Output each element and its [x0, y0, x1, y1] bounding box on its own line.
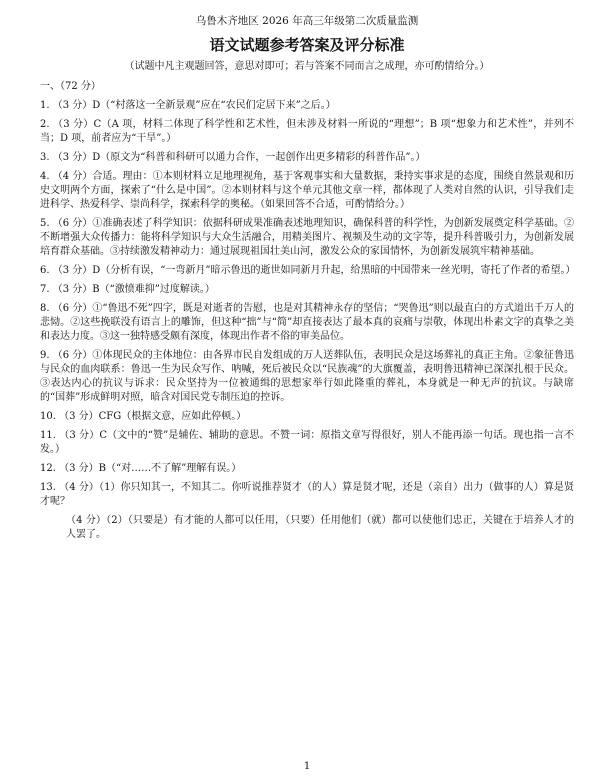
- answer-item: 5. （6 分）①准确表述了科学知识：依据科研成果准确表述地理知识，确保科普的科学性，为创新发展奠定科学基础。②不断增强大众传播力：能将科学知识与大众生活融合，用精美图片、视频及生动的文字等，提升科普吸引力，为创新发展培育群众基础。③持续激发精神动力：通过展现祖国壮美山河，激发公众的家国情怀，为创新发展筑牢精神基础。: [40, 218, 574, 257]
- answer-item: 11. （3 分）C（文中的“赞”是辅佐、辅助的意思。不赞一词：原指文章写得很好，别人不能再添一句话。现也指一言不发。）: [40, 430, 574, 455]
- answer-item: 3. （3 分）D（原文为“科普和科研可以通力合作，一起创作出更多精彩的科普作品”。）: [40, 152, 426, 163]
- answer-item: （4 分）（2）（只要是）有才能的人都可以任用，（只要）任用他们（就）都可以使他们忠正，关键在于培养人才的人罢了。: [66, 515, 574, 540]
- answer-item: 9. （6 分）①体现民众的主体地位：由各界市民自发组成的万人送葬队伍，表明民众是这场葬礼的真正主角。②象征鲁迅与民众的血肉联系：鲁迅一生为民众写作、呐喊，死后被民众以“民族魂”的大旗覆盖，表明鲁迅精神已深深扎根于民众。③表达内心的抗议与诉求：民众坚持为一位被通缉的思想家举行如此隆重的葬礼，本身就是一种无声的抗议。与缺席的“国葬”形成鲜明对照，暗含对国民党专制压迫的控诉。: [40, 350, 574, 403]
- answer-item: 13. （4 分）（1）你只知其一，不知其二。你听说推荐贤才（的人）算是贤才呢，还是（亲自）出力（做事的人）算是贤才呢？: [40, 482, 574, 507]
- page-number: 1: [303, 761, 311, 772]
- answer-item: 1. （3 分）D（“村落这一全新景观”应在“农民们定居下来”之后。）: [40, 100, 336, 111]
- answer-item: 10. （3 分）CFG（根据文意，应如此停顿。）: [40, 411, 247, 422]
- grading-note: （试题中凡主观题回答，意思对即可；若与答案不同而言之成理，亦可酌情给分。）: [124, 61, 490, 72]
- exam-header: 乌鲁木齐地区 2026 年高三年级第二次质量监测: [195, 15, 419, 27]
- answer-item: 7. （3 分）B（“激愤难抑”过度解读。）: [40, 284, 215, 295]
- answer-item: 6. （3 分）D（分析有误，“一弯新月”暗示鲁迅的逝世如同新月升起，给黑暗的中国带来一丝光明，寄托了作者的希望。）: [40, 265, 576, 276]
- section-heading: 一、（72 分）: [40, 81, 101, 92]
- answer-item: 4. （4 分）合适。理由：①本则材料立足地理视角，基于客观事实和大量数据，秉持实事求是的态度，围绕自然景观和历史文明两个方面，探索了“什么是中国”。②本则材料与这个单元其他文章一样，都体现了人类对自然的认识，引导我们走进科学、热爱科学、崇尚科学，探索科学的奥秘。（如果回答不合适，可酌情给分。）: [40, 171, 574, 210]
- answer-item: 12. （3 分）B（“对……不了解”理解有误。）: [40, 463, 242, 474]
- answer-list: [40, 99, 574, 542]
- answer-item: 8. （6 分）①“鲁迅不死”四字，既是对逝者的告慰，也是对其精神永存的坚信；“哭鲁迅”则以最直白的方式道出千万人的悲恸。②这些挽联没有语言上的雕饰，但这种“拙”与“简”却直接表达了最本真的哀痛与崇敬，体现出朴素文字的真挚之美和表达力度。③这一独特感受颇有深度，体现出作者不俗的审美品位。: [40, 303, 574, 342]
- answer-item: 2. （3 分）C（A 项，材料二体现了科学性和艺术性，但未涉及材料一所说的“理想”；B 项“想象力和艺术性”，并列不当；D 项，前者应为“干旱”。）: [40, 119, 574, 144]
- page-title: 语文试题参考答案及评分标准: [209, 36, 405, 54]
